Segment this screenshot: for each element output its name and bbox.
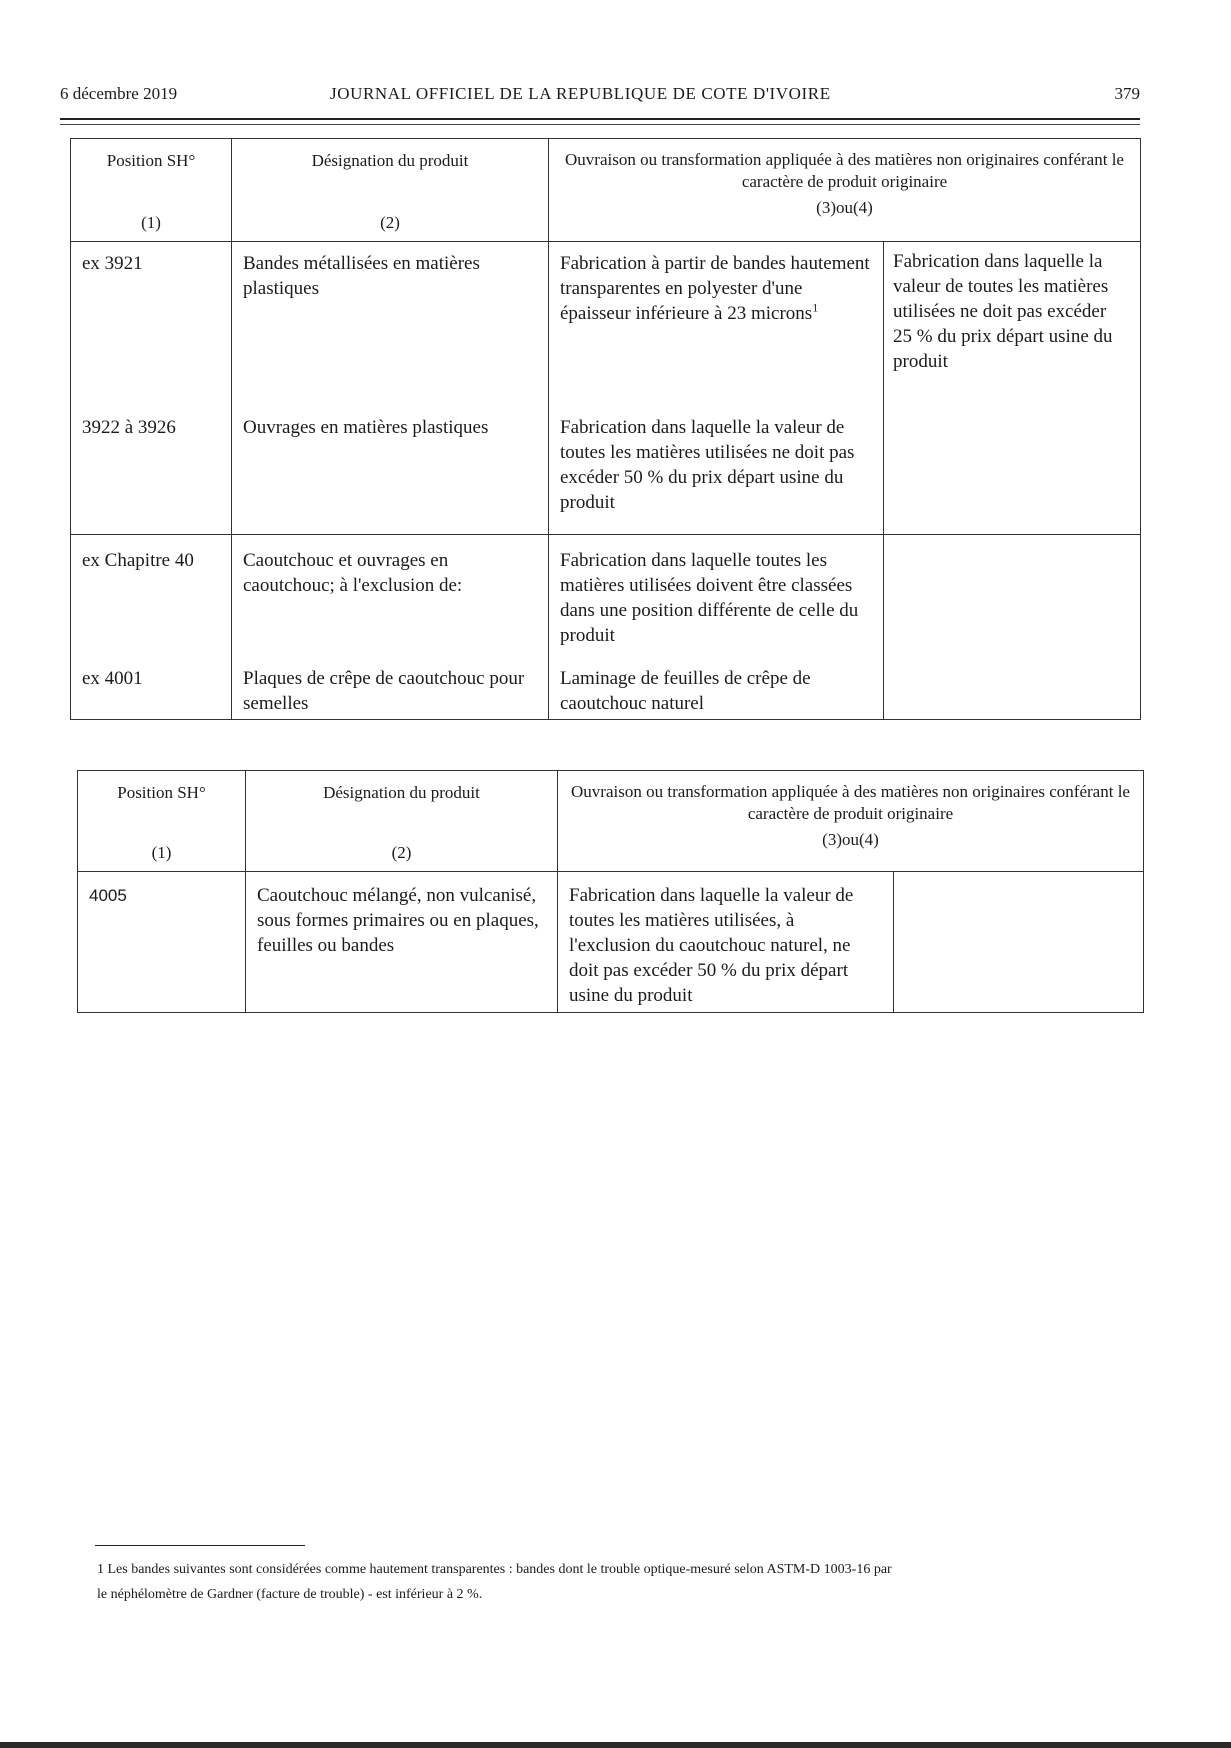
position-4005: 4005 (89, 886, 127, 905)
header-rule-thin (60, 124, 1140, 125)
rules-table-2 (77, 770, 1144, 1013)
designation-plaques: Plaques de crêpe de caoutchouc pour semelles (243, 668, 525, 714)
rules-table-1 (70, 138, 1141, 720)
position-ex3921: ex 3921 (82, 253, 143, 274)
page-number: 379 (1114, 84, 1140, 103)
designation-caoutchouc: Caoutchouc et ouvrages en caoutchouc; à l'exclusion de: (243, 550, 463, 596)
journal-title: JOURNAL OFFICIEL DE LA REPUBLIQUE DE COTE D'IVOIRE (330, 84, 831, 103)
position-chapitre40: ex Chapitre 40 (82, 550, 194, 571)
col-header-designation: Désignation du produit (2) (246, 771, 558, 872)
page-header (60, 84, 1140, 108)
alternative-cell (894, 872, 1144, 1013)
alternative-cell (884, 535, 1141, 720)
designation-ouvrages: Ouvrages en matières plastiques (243, 417, 489, 438)
issue-date: 6 décembre 2019 (60, 84, 178, 103)
scan-edge (0, 1742, 1231, 1748)
col-header-processing: Ouvraison ou transformation appliquée à des matières non originaires conférant le caractère de produit originaire (3)ou(4) (558, 771, 1144, 872)
col-header-position: Position SH° (1) (71, 139, 232, 242)
table-row (71, 535, 1141, 720)
designation-cell (246, 872, 558, 1013)
processing-caoutchouc: Fabrication dans laquelle toutes les matières utilisées doivent être classées dans une position différente de celle du produit (560, 550, 859, 646)
alternative-cell (884, 242, 1141, 535)
alternative-bandes: Fabrication dans laquelle la valeur de toutes les matières utilisées ne doit pas excéder 25 % du prix départ usine du produit (893, 251, 1113, 372)
designation-bandes: Bandes métallisées en matières plastiques (243, 253, 480, 299)
footnote-ref: 1 (812, 300, 819, 315)
col-header-position: Position SH° (1) (78, 771, 246, 872)
processing-plaques: Laminage de feuilles de crêpe de caoutchouc naturel (560, 668, 811, 714)
designation-cell (232, 535, 549, 720)
processing-cell (549, 535, 884, 720)
position-3922-3926: 3922 à 3926 (82, 417, 176, 438)
table-header-row (78, 771, 1144, 872)
footnote-rule (95, 1545, 305, 1546)
processing-caoutchouc-melange: Fabrication dans laquelle la valeur de toutes les matières utilisées, à l'exclusion du caoutchouc naturel, ne doit pas excéder 50 % du prix départ usine du produit (569, 885, 854, 1006)
position-cell (71, 242, 232, 535)
col-header-designation: Désignation du produit (2) (232, 139, 549, 242)
designation-caoutchouc-melange: Caoutchouc mélangé, non vulcanisé, sous formes primaires ou en plaques, feuilles ou bandes (257, 885, 539, 956)
processing-ouvrages: Fabrication dans laquelle la valeur de toutes les matières utilisées ne doit pas excéder 50 % du prix départ usine du produit (560, 417, 855, 513)
position-cell (78, 872, 246, 1013)
processing-bandes: Fabrication à partir de bandes hautement transparentes en polyester d'une épaisseur inférieure à 23 microns$^1$ (560, 253, 870, 324)
designation-cell (232, 242, 549, 535)
header-rule-thick (60, 118, 1140, 120)
position-ex4001: ex 4001 (82, 668, 143, 689)
processing-cell (549, 242, 884, 535)
processing-cell (558, 872, 894, 1013)
table-row (71, 242, 1141, 535)
position-cell (71, 535, 232, 720)
table-header-row (71, 139, 1141, 242)
table-row (78, 872, 1144, 1013)
footnote: 1 Les bandes suivantes sont considérées comme hautement transparentes : bandes dont le trouble optique-mesuré selon ASTM-D 1003-16 par le néphélomètre de Gardner (facture de trouble) - est inférieur à 2 %. (97, 1562, 892, 1602)
col-header-processing: Ouvraison ou transformation appliquée à des matières non originaires conférant le caractère de produit originaire (3)ou(4) (549, 139, 1141, 242)
